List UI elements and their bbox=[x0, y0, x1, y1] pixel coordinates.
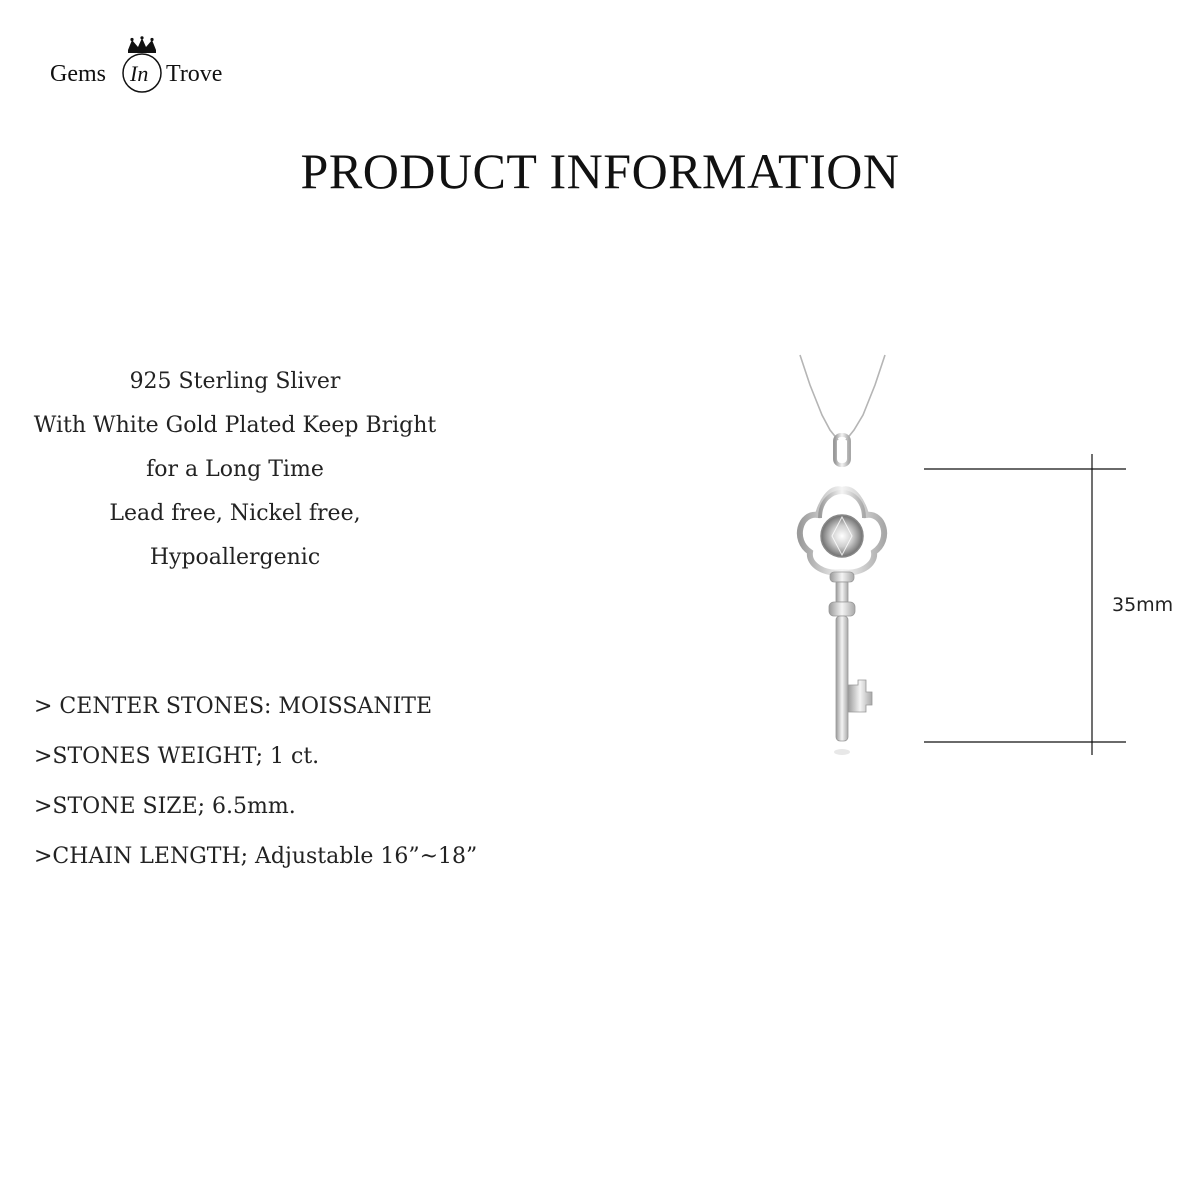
brand-name-middle: In bbox=[130, 61, 149, 86]
description-line: 925 Sterling Sliver bbox=[129, 369, 341, 394]
key-shaft bbox=[829, 572, 855, 741]
page-title: PRODUCT INFORMATION bbox=[300, 143, 900, 199]
moissanite-stone bbox=[821, 515, 863, 557]
brand-name-left: Gems bbox=[50, 61, 106, 87]
spec-chain-length: >CHAIN LENGTH; Adjustable 16”~18” bbox=[34, 844, 478, 869]
description-line: Hypoallergenic bbox=[149, 545, 321, 570]
dimension-label: 35mm bbox=[1112, 594, 1174, 616]
spec-center-stones: > CENTER STONES: MOISSANITE bbox=[34, 694, 432, 719]
specifications-list bbox=[34, 682, 554, 882]
dimension-lines bbox=[920, 450, 1130, 760]
description-line: for a Long Time bbox=[146, 457, 324, 482]
crown-icon bbox=[128, 36, 156, 53]
key-pendant-image bbox=[780, 340, 910, 770]
brand-name-right: Trove bbox=[166, 61, 223, 87]
key-bit bbox=[848, 680, 872, 712]
spec-stone-size: >STONE SIZE; 6.5mm. bbox=[34, 794, 296, 819]
chain bbox=[800, 355, 885, 440]
description-line: Lead free, Nickel free, bbox=[109, 501, 361, 526]
description-line: With White Gold Plated Keep Bright bbox=[33, 413, 437, 438]
spec-stone-weight: >STONES WEIGHT; 1 ct. bbox=[34, 744, 320, 769]
brand-logo-mark bbox=[50, 36, 250, 96]
size-dimension bbox=[920, 450, 1190, 760]
material-description bbox=[20, 360, 450, 580]
key-pendant-illustration bbox=[780, 340, 910, 770]
reflection bbox=[834, 749, 850, 755]
bail bbox=[835, 435, 849, 465]
brand-logo bbox=[50, 36, 250, 96]
